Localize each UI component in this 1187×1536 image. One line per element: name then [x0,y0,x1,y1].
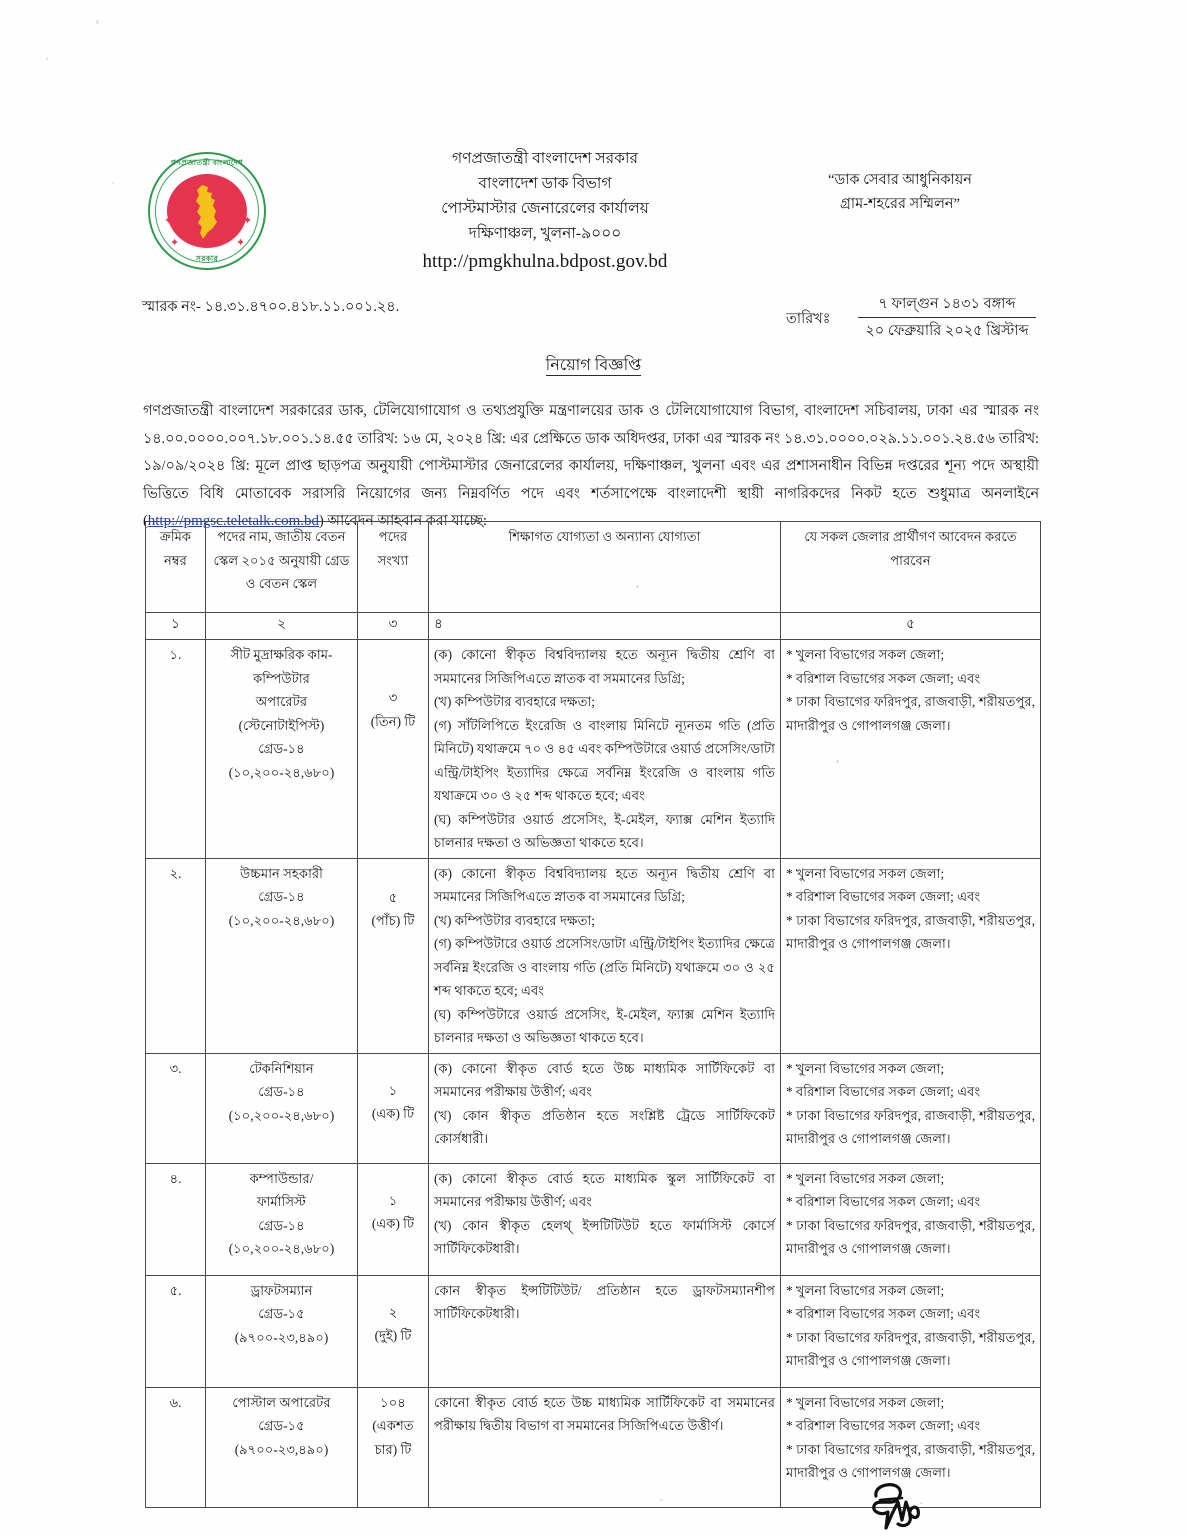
row-post-name [206,1275,358,1387]
table-column-number-row [146,613,1041,640]
post-pay-scale: (১০,২০০-২৪,৬৮০) [228,764,335,780]
district-item: * ঢাকা বিভাগের ফরিদপুর, রাজবাড়ী, শরীয়তপুর, মাদারীপুর ও গোপালগঞ্জ জেলা। [786,1107,1035,1146]
district-item: * খুলনা বিভাগের সকল জেলা; [786,1394,945,1410]
row-eligible-districts [781,858,1041,1053]
qualification-item: (ঘ) কম্পিউটার ওয়ার্ড প্রসেসিং, ই-মেইল, ফ্যাক্স মেশিন ইত্যাদি চালনার দক্ষতা ও অভিজ্ঞতা থাকতে হবে। [434,811,775,850]
row-serial: ৪. [146,1163,206,1275]
post-grade: গ্রেড-১৪ [258,741,305,756]
qualification-item: (ক) কোনো স্বীকৃত বিশ্ববিদ্যালয় হতে অন্যূন দ্বিতীয় শ্রেণি বা সমমানের সিজিপিএতে স্নাতক বা সমমানের ডিগ্রি; [434,647,775,686]
post-pay-scale: (১০,২০০-২৪,৬৮০) [228,912,335,928]
row-qualifications [429,1275,781,1387]
district-item: * ঢাকা বিভাগের ফরিদপুর, রাজবাড়ী, শরীয়তপুর, মাদারীপুর ও গোপালগঞ্জ জেলা। [786,1217,1035,1256]
district-item: * বরিশাল বিভাগের সকল জেলা; এবং [786,1418,981,1433]
table-row [146,1275,1041,1387]
district-item: * বরিশাল বিভাগের সকল জেলা; এবং [786,1084,981,1099]
office-website-link[interactable]: http://pmgkhulna.bdpost.gov.bd [422,251,668,272]
slogan-line-1: “ডাক সেবার আধুনিকায়ন [828,172,972,188]
page-title [0,352,1187,379]
qualification-item: (ক) কোনো স্বীকৃত বিশ্ববিদ্যালয় হতে অন্যূন দ্বিতীয় শ্রেণি বা সমমানের সিজিপিএতে স্নাতক বা সমমানের ডিগ্রি; [434,865,775,904]
qualification-item: (ক) কোনো স্বীকৃত বোর্ড হতে উচ্চ মাধ্যমিক সার্টিফিকেট বা সমমানের পরীক্ষায় উত্তীর্ণ; এবং [434,1060,775,1099]
count-number: ৫ [388,889,398,905]
qualification-item: (গ) সাঁটলিপিতে ইংরেজি ও বাংলায় মিনিটে ন্যূনতম গতি (প্রতি মিনিটে) যথাক্রমে ৭০ ও ৪৫ এবং কম্পিউটারে ওয়ার্ড প্রসেসিং/ডাটা এন্ট্রি/টাইপিং ইত্যাদির ক্ষেত্রে সর্বনিম্ন ইংরেজি ও বাংলায় গতি যথাক্রমে ৩০ ও ২৫ শব্দ থাকতে হবে; এবং [434,717,775,803]
post-grade: গ্রেড-১৪ [258,889,305,904]
row-post-name [206,858,358,1053]
col-num-2: ২ [206,613,358,640]
qualification-item: (খ) কোন স্বীকৃত প্রতিষ্ঠান হতে সংশ্লিষ্ট ট্রেডে সার্টিফিকেট কোর্সধারী। [434,1107,775,1146]
date-label: তারিখঃ [786,311,831,327]
row-post-name [206,1387,358,1507]
bangladesh-map-icon [191,184,221,240]
post-pay-scale: (৯৭০০-২৩,৪৯০) [234,1441,329,1457]
table-row [146,1053,1041,1163]
count-word: (পাঁচ) টি [371,913,415,928]
post-line: ড্রাফটসম্যান [250,1282,313,1298]
post-pay-scale: (১০,২০০-২৪,৬৮০) [228,1107,335,1123]
row-serial: ১. [146,640,206,859]
emblem-star-icon: ✦ [170,237,180,249]
slogan-line-2: গ্রাম-শহরের সম্মিলন” [840,196,960,212]
count-number: ৩ [388,690,398,705]
emblem-star-icon: ✦ [236,237,246,249]
row-eligible-districts [781,1053,1041,1163]
intro-text-before-link: গণপ্রজাতন্ত্রী বাংলাদেশ সরকারের ডাক, টেলিযোগাযোগ ও তথ্যপ্রযুক্তি মন্ত্রণালয়ের ডাক ও টেলিযোগাযোগ বিভাগ, বাংলাদেশ সচিবালয়, ঢাকা এর স্মারক নং ১৪.০০.০০০০.০০৭.১৮.০০১.১৪.৫৫ তারিখ: ১৬ মে, ২০২৪ খ্রি: এর প্রেক্ষিতে ডাক অধিদপ্তর, ঢাকা এর স্মারক নং ১৪.৩১.০০০০.০২৯.১১.০০১.২৪.৫৬ তারিখ: ১৯/০৯/২০২৪ খ্রি: মূলে প্রাপ্ত ছাড়পত্র অনুযায়ী পোস্টমাস্টার জেনারেলের কার্যালয়, দক্ষিণাঞ্চল, খুলনা এবং এর প্রশাসনাধীন বিভিন্ন দপ্তরের শূন্য পদে অস্থায়ী ভিত্তিতে বিধি মোতাবেক সরাসরি নিয়োগের জন্য নিম্নবর্ণিত পদে এবং শর্তসাপেক্ষে বাংলাদেশী স্থায়ী নাগরিকদের নিকট হতে শুধুমাত্র অনলাইনে ( [143,403,1039,529]
post-pay-scale: (১০,২০০-২৪,৬৮০) [228,1241,335,1256]
post-line: (স্টেনোটাইপিস্ট) [238,717,325,733]
post-line: উচ্চমান সহকারী [240,865,323,881]
emblem-bottom-text: সরকার [195,254,219,263]
post-line: টেকনিশিয়ান [249,1060,314,1076]
emblem-star-icon: ✦ [164,215,174,227]
count-word: (তিন) টি [370,713,416,729]
post-line: অপারেটর [255,694,308,709]
qualification-item: (খ) কোন স্বীকৃত হেলথ্ ইন্সটিটিউট হতে ফার্মাসিস্ট কোর্সে সার্টিফিকেটধারী। [434,1217,775,1256]
col-num-5: ৫ [781,613,1041,640]
row-qualifications [429,858,781,1053]
page-title-text: নিয়োগ বিজ্ঞপ্তি [545,357,642,374]
count-word: (এক) টি [371,1216,415,1231]
count-word: (একশত চার) টি [372,1418,414,1457]
qualification-item: (খ) কম্পিউটার ব্যবহারে দক্ষতা; [434,694,595,709]
col-num-4: ৪ [429,613,781,640]
row-qualifications [429,640,781,859]
row-serial: ৬. [146,1387,206,1507]
table-row [146,640,1041,859]
handwritten-signature [862,1478,972,1534]
qualification-item: (খ) কম্পিউটার ব্যবহারে দক্ষতা; [434,912,595,928]
count-number: ১ [388,1192,398,1208]
row-qualifications [429,1387,781,1507]
row-vacancy-count [358,640,429,859]
row-post-name [206,640,358,859]
post-line: ফার্মাসিস্ট [256,1194,307,1209]
post-grade: গ্রেড-১৫ [258,1418,305,1433]
table-row [146,858,1041,1053]
post-line: কম্পিউটার [253,670,310,686]
count-number: ১০৪ [380,1394,406,1410]
row-vacancy-count [358,1275,429,1387]
district-item: * খুলনা বিভাগের সকল জেলা; [786,1282,945,1298]
district-item: * খুলনা বিভাগের সকল জেলা; [786,647,945,662]
table-header-row [146,522,1041,613]
post-line: কম্পাউন্ডার/ [249,1170,314,1186]
col-header-qual: শিক্ষাগত যোগ্যতা ও অন্যান্য যোগ্যতা [429,522,781,613]
district-item: * ঢাকা বিভাগের ফরিদপুর, রাজবাড়ী, শরীয়তপুর, মাদারীপুর ও গোপালগঞ্জ জেলা। [786,1329,1035,1368]
count-word: (দুই) টি [374,1328,412,1343]
qualification-item: কোন স্বীকৃত ইন্সটিটিউট/ প্রতিষ্ঠান হতে ড্রাফটসম্যানশীপ সার্টিফিকেটধারী। [434,1282,775,1321]
row-serial: ৩. [146,1053,206,1163]
col-header-post: পদের নাম, জাতীয় বেতন স্কেল ২০১৫ অনুযায়ী গ্রেড ও বেতন স্কেল [206,522,358,613]
district-item: * খুলনা বিভাগের সকল জেলা; [786,865,945,881]
post-grade: গ্রেড-১৪ [258,1217,305,1233]
row-serial: ২. [146,858,206,1053]
district-item: * খুলনা বিভাগের সকল জেলা; [786,1170,945,1186]
row-vacancy-count [358,858,429,1053]
qualification-item: (ঘ) কম্পিউটারে ওয়ার্ড প্রসেসিং, ই-মেইল, ফ্যাক্স মেশিন ইত্যাদি চালনার দক্ষতা ও অভিজ্ঞতা থাকতে হবে। [434,1006,775,1045]
memo-number: স্মারক নং- ১৪.৩১.৪৭০০.৪১৮.১১.০০১.২৪. [142,299,400,315]
qualification-item: কোনো স্বীকৃত বোর্ড হতে উচ্চ মাধ্যমিক সার্টিফিকেট বা সমমানের পরীক্ষায় দ্বিতীয় বিভাগ বা সমমানের সিজিপিএতে উত্তীর্ণ। [434,1394,775,1433]
col-num-1: ১ [146,613,206,640]
intro-text-after-link: ) আবেদন আহবান করা যাচ্ছে: [318,513,487,529]
district-item: * ঢাকা বিভাগের ফরিদপুর, রাজবাড়ী, শরীয়তপুর, মাদারীপুর ও গোপালগঞ্জ জেলা। [786,694,1035,733]
district-item: * খুলনা বিভাগের সকল জেলা; [786,1060,945,1076]
scan-speckle [96,20,99,24]
application-portal-link[interactable]: http://pmgsc.teletalk.com.bd [147,513,319,529]
qualification-item: (গ) কম্পিউটারে ওয়ার্ড প্রসেসিং/ডাটা এন্ট্রি/টাইপিং ইত্যাদির ক্ষেত্রে সর্বনিম্ন ইংরেজি ও বাংলায় গতি (প্রতি মিনিটে) যথাক্রমে ৩০ ও ২৫ শব্দ থাকতে হবে; এবং [434,936,775,998]
count-word: (এক) টি [371,1106,415,1121]
scan-speckle [46,57,48,60]
row-vacancy-count [358,1387,429,1507]
row-qualifications [429,1053,781,1163]
col-header-serial: ক্রমিক নম্বর [146,522,206,613]
qualification-item: (ক) কোনো স্বীকৃত বোর্ড হতে মাধ্যমিক স্কুল সার্টিফিকেট বা সমমানের পরীক্ষায় উত্তীর্ণ; এবং [434,1170,775,1209]
gregorian-date: ২০ ফেব্রুয়ারি ২০২৫ খ্রিস্টাব্দ [865,323,1029,339]
intro-paragraph [143,398,1039,536]
col-num-3: ৩ [358,613,429,640]
post-line: সীট মুদ্রাক্ষরিক কাম- [230,647,333,662]
date-values [858,294,1036,342]
row-serial: ৫. [146,1275,206,1387]
count-number: ১ [388,1082,398,1098]
district-item: * বরিশাল বিভাগের সকল জেলা; এবং [786,1194,981,1209]
emblem-top-text: গণপ্রজাতন্ত্রী বাংলাদেশ [170,158,244,167]
office-line: পোস্টমাস্টার জেনারেলের কার্যালয় [441,200,649,217]
post-line: পোস্টাল অপারেটর [232,1394,331,1410]
table-row [146,1163,1041,1275]
row-qualifications [429,1163,781,1275]
vacancy-table [145,521,1041,1508]
letterhead-center [330,146,760,277]
row-vacancy-count [358,1053,429,1163]
row-vacancy-count [358,1163,429,1275]
department-line: বাংলাদেশ ডাক বিভাগ [478,175,612,192]
row-post-name [206,1053,358,1163]
district-item: * ঢাকা বিভাগের ফরিদপুর, রাজবাড়ী, শরীয়তপুর, মাদারীপুর ও গোপালগঞ্জ জেলা। [786,1441,1035,1480]
govt-name-line: গণপ্রজাতন্ত্রী বাংলাদেশ সরকার [451,150,639,167]
row-post-name [206,1163,358,1275]
count-number: ২ [388,1304,398,1320]
post-grade: গ্রেড-১৪ [258,1084,305,1099]
bangladesh-government-emblem-icon [148,152,266,270]
row-eligible-districts [781,1163,1041,1275]
scan-speckle [112,182,114,184]
district-item: * বরিশাল বিভাগের সকল জেলা; এবং [786,1306,981,1321]
district-item: * বরিশাল বিভাগের সকল জেলা; এবং [786,889,981,904]
col-header-count: পদের সংখ্যা [358,522,429,613]
row-eligible-districts [781,640,1041,859]
slogan-block [775,168,1025,216]
region-line: দক্ষিণাঞ্চল, খুলনা-৯০০০ [468,225,622,242]
bangla-date: ৭ ফাল্গুন ১৪৩১ বঙ্গাব্দ [858,294,1036,318]
post-pay-scale: (৯৭০০-২৩,৪৯০) [234,1329,329,1345]
post-grade: গ্রেড-১৫ [258,1306,305,1321]
row-eligible-districts [781,1275,1041,1387]
col-header-district: যে সকল জেলার প্রার্থীগণ আবেদন করতে পারবেন [781,522,1041,613]
district-item: * ঢাকা বিভাগের ফরিদপুর, রাজবাড়ী, শরীয়তপুর, মাদারীপুর ও গোপালগঞ্জ জেলা। [786,912,1035,951]
district-item: * বরিশাল বিভাগের সকল জেলা; এবং [786,670,981,686]
emblem-star-icon: ✦ [243,215,253,227]
